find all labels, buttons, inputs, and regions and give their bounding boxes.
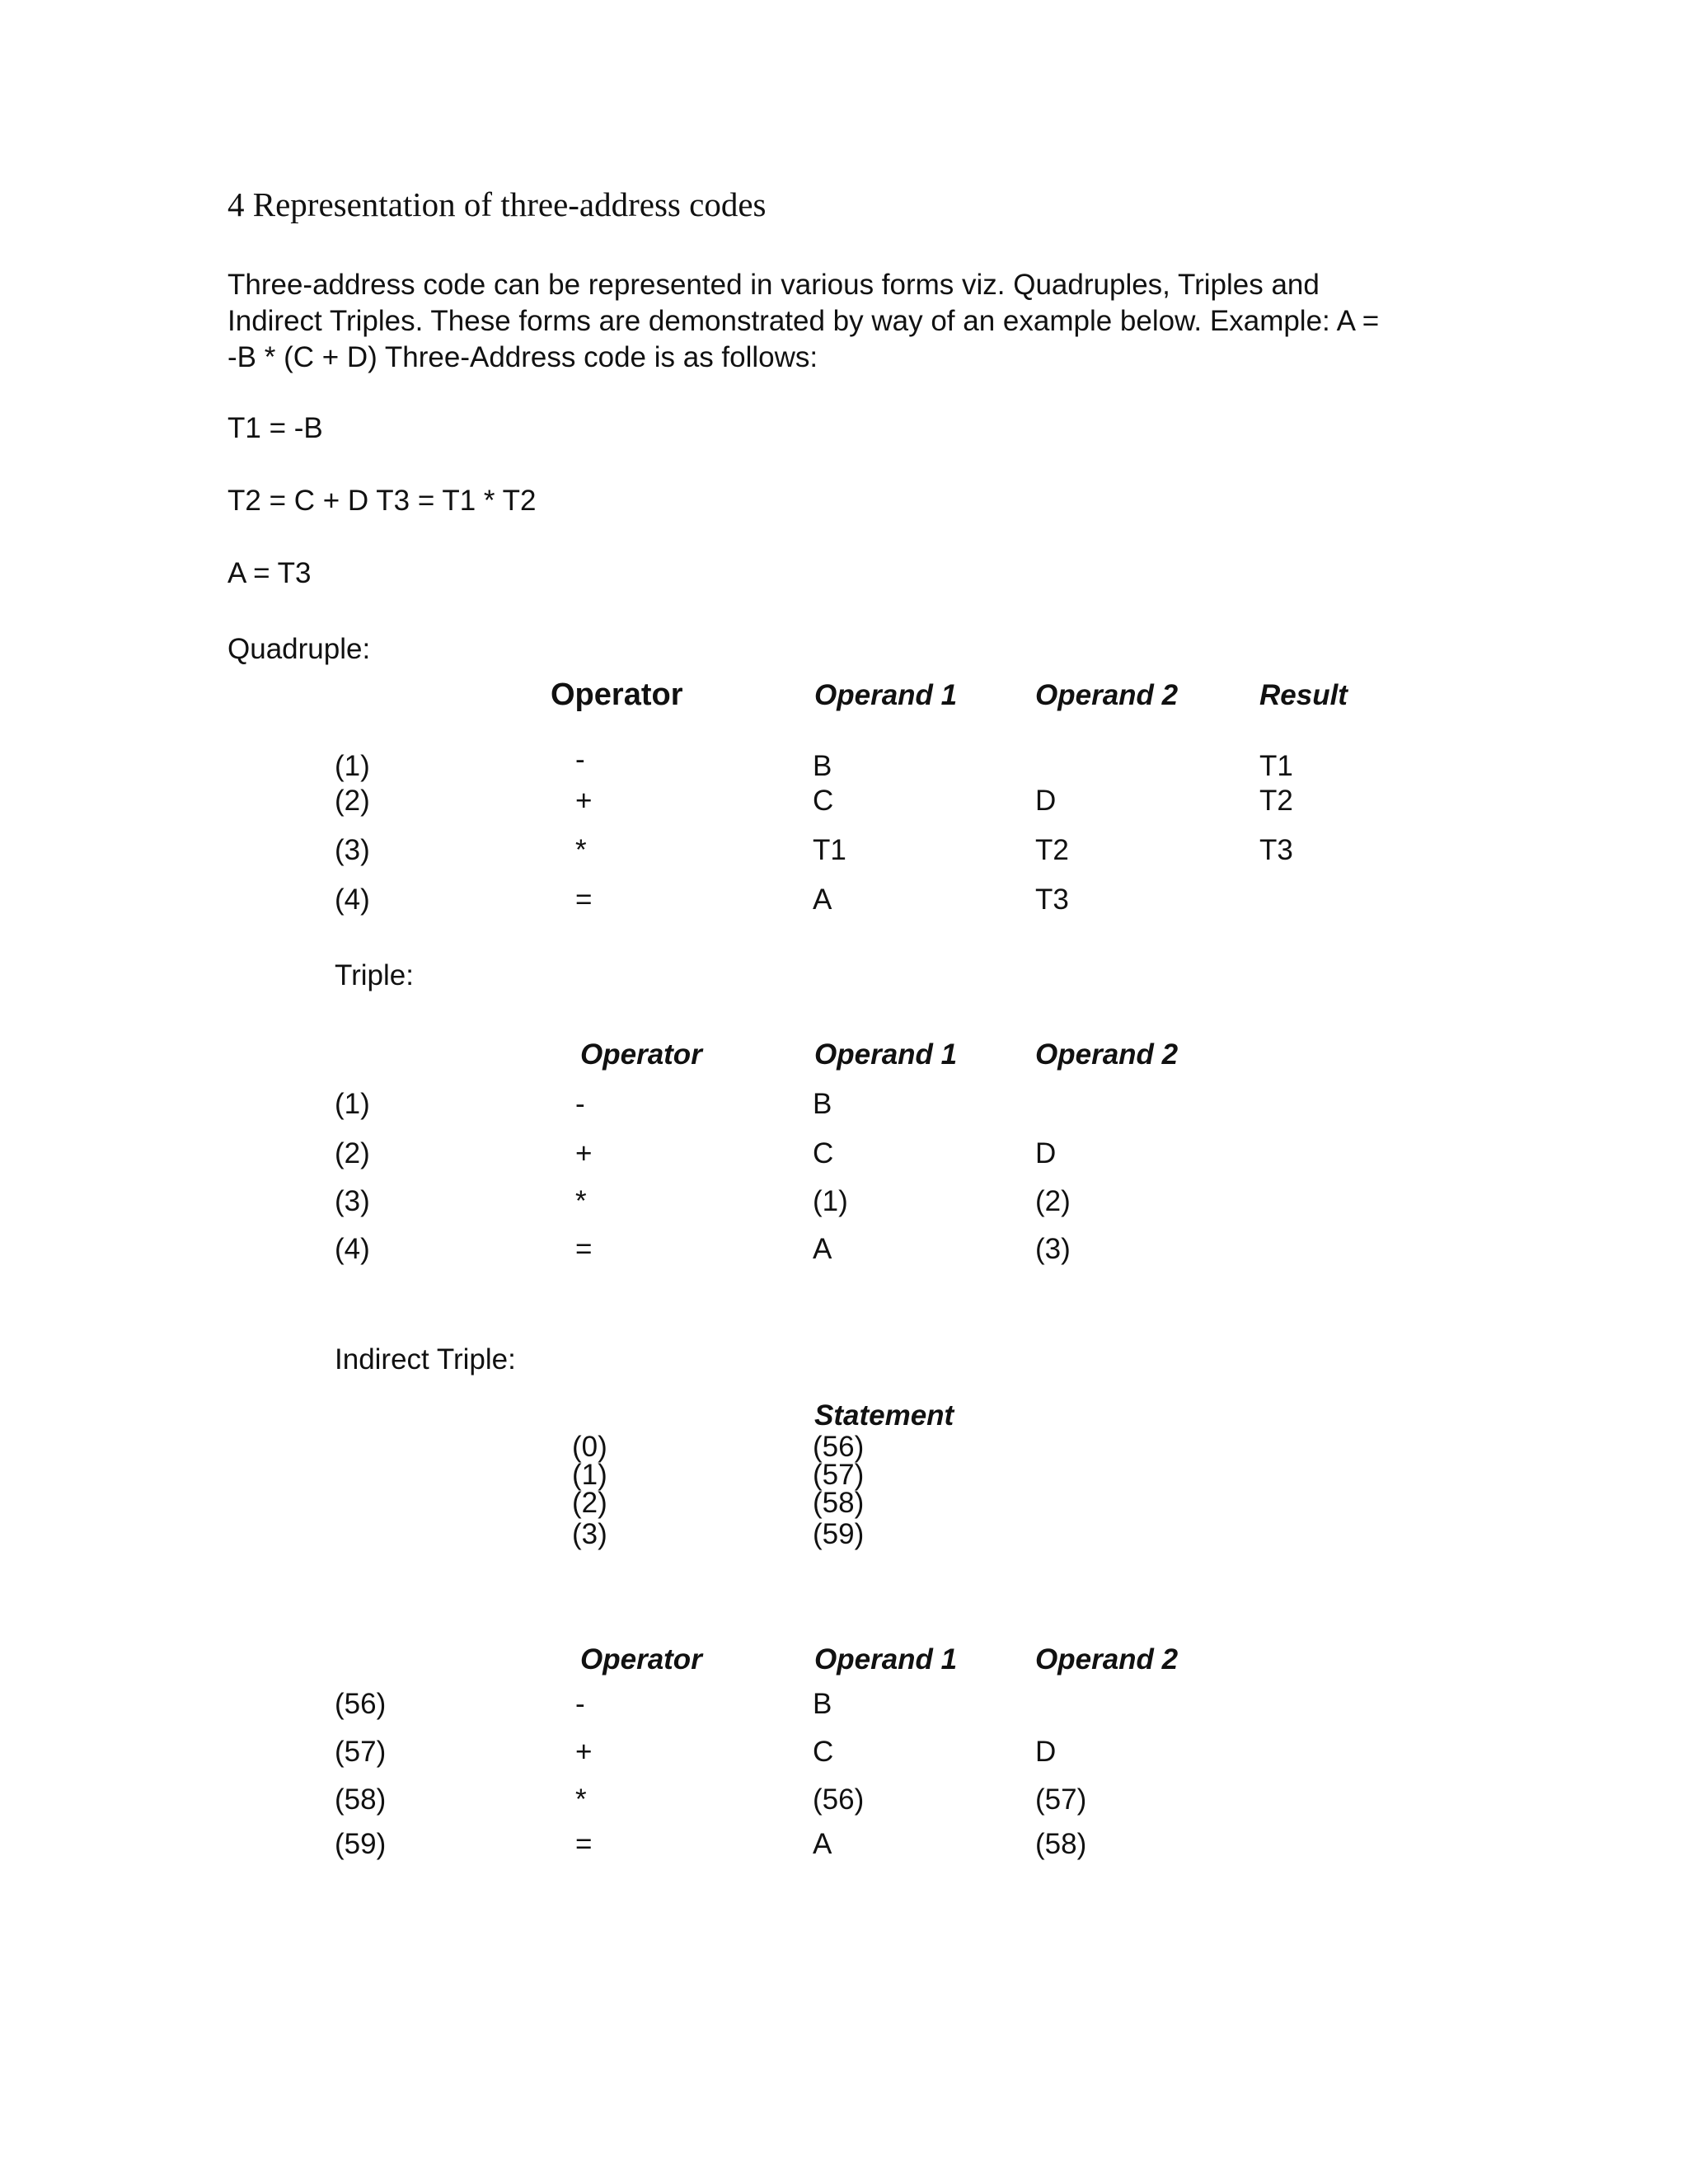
quadruple-row-2-operand1: C bbox=[813, 785, 834, 817]
pointer-4: (3) bbox=[572, 1518, 607, 1550]
quadruple-row-4-operator: = bbox=[575, 883, 593, 916]
quadruple-header-result: Result bbox=[1259, 679, 1348, 711]
quadruple-row-3-operand1: T1 bbox=[813, 834, 846, 866]
quadruple-label: Quadruple: bbox=[227, 633, 371, 665]
triple-row-3-operand1: (1) bbox=[813, 1185, 848, 1217]
statement-header: Statement bbox=[814, 1399, 954, 1432]
intro-paragraph: Three-address code can be represented in various forms viz. Quadruples, Triples and Indirect Triples. These forms are demonstrated by way of an example below. Example: A = -B * (C + D) Three-Address code is as follows: bbox=[227, 269, 1380, 373]
indirect-header-operand2: Operand 2 bbox=[1035, 1643, 1179, 1675]
triple-row-2-operand2: D bbox=[1035, 1137, 1057, 1169]
quadruple-row-4-operand2: T3 bbox=[1035, 883, 1069, 916]
quadruple-row-2-operator: + bbox=[575, 785, 593, 817]
triple-row-2-operator: + bbox=[575, 1137, 593, 1169]
code-line-1: T1 = -B bbox=[227, 412, 323, 444]
quadruple-row-1-operand1: B bbox=[813, 750, 832, 782]
pointer-3: (2) bbox=[572, 1487, 607, 1519]
triple-row-3-operator: * bbox=[575, 1185, 587, 1217]
quadruple-row-4-operand1: A bbox=[813, 883, 832, 916]
statement-4: (59) bbox=[813, 1518, 865, 1550]
indirect-row-2-operand1: C bbox=[813, 1736, 834, 1768]
indirect-row-2-operand2: D bbox=[1035, 1736, 1057, 1768]
indirect-row-4-index: (59) bbox=[335, 1828, 387, 1860]
quadruple-row-3-operator: * bbox=[575, 834, 587, 866]
indirect-header-operator: Operator bbox=[580, 1643, 702, 1675]
triple-header-operand1: Operand 1 bbox=[814, 1038, 958, 1071]
quadruple-header-operator: Operator bbox=[551, 677, 683, 712]
triple-row-4-operator: = bbox=[575, 1233, 593, 1265]
indirect-row-2-operator: + bbox=[575, 1736, 593, 1768]
triple-header-operator: Operator bbox=[580, 1038, 702, 1071]
quadruple-row-2-index: (2) bbox=[335, 785, 370, 817]
triple-row-2-operand1: C bbox=[813, 1137, 834, 1169]
triple-row-1-operator: - bbox=[575, 1088, 585, 1120]
indirect-row-3-index: (58) bbox=[335, 1783, 387, 1816]
triple-row-3-index: (3) bbox=[335, 1185, 370, 1217]
page-title: 4 Representation of three-address codes bbox=[227, 185, 767, 223]
pointer-1: (0) bbox=[572, 1431, 607, 1463]
triple-row-4-index: (4) bbox=[335, 1233, 370, 1265]
indirect-row-3-operator: * bbox=[575, 1783, 587, 1816]
triple-row-1-index: (1) bbox=[335, 1088, 370, 1120]
quadruple-row-1-operator: - bbox=[575, 743, 585, 776]
triple-row-2-index: (2) bbox=[335, 1137, 370, 1169]
indirect-row-2-index: (57) bbox=[335, 1736, 387, 1768]
triple-header-operand2: Operand 2 bbox=[1035, 1038, 1179, 1071]
quadruple-header-operand1: Operand 1 bbox=[814, 679, 958, 711]
indirect-row-4-operand2: (58) bbox=[1035, 1828, 1087, 1860]
triple-row-3-operand2: (2) bbox=[1035, 1185, 1071, 1217]
triple-row-4-operand1: A bbox=[813, 1233, 832, 1265]
indirect-triple-label: Indirect Triple: bbox=[335, 1343, 516, 1376]
triple-row-1-operand1: B bbox=[813, 1088, 832, 1120]
indirect-row-1-index: (56) bbox=[335, 1688, 387, 1720]
code-line-3: A = T3 bbox=[227, 557, 312, 589]
quadruple-row-3-result: T3 bbox=[1259, 834, 1293, 866]
quadruple-row-1-result: T1 bbox=[1259, 750, 1293, 782]
statement-2: (57) bbox=[813, 1459, 865, 1491]
code-line-2: T2 = C + D T3 = T1 * T2 bbox=[227, 485, 537, 517]
quadruple-row-3-index: (3) bbox=[335, 834, 370, 866]
indirect-row-3-operand1: (56) bbox=[813, 1783, 865, 1816]
quadruple-row-3-operand2: T2 bbox=[1035, 834, 1069, 866]
indirect-row-1-operator: - bbox=[575, 1688, 585, 1720]
quadruple-row-2-result: T2 bbox=[1259, 785, 1293, 817]
pointer-2: (1) bbox=[572, 1459, 607, 1491]
indirect-row-4-operator: = bbox=[575, 1828, 593, 1860]
indirect-row-1-operand1: B bbox=[813, 1688, 832, 1720]
quadruple-row-2-operand2: D bbox=[1035, 785, 1057, 817]
triple-label: Triple: bbox=[335, 959, 414, 991]
triple-row-4-operand2: (3) bbox=[1035, 1233, 1071, 1265]
quadruple-row-1-index: (1) bbox=[335, 750, 370, 782]
quadruple-header-operand2: Operand 2 bbox=[1035, 679, 1179, 711]
quadruple-row-4-index: (4) bbox=[335, 883, 370, 916]
indirect-row-4-operand1: A bbox=[813, 1828, 832, 1860]
indirect-row-3-operand2: (57) bbox=[1035, 1783, 1087, 1816]
indirect-header-operand1: Operand 1 bbox=[814, 1643, 958, 1675]
statement-1: (56) bbox=[813, 1431, 865, 1463]
statement-3: (58) bbox=[813, 1487, 865, 1519]
